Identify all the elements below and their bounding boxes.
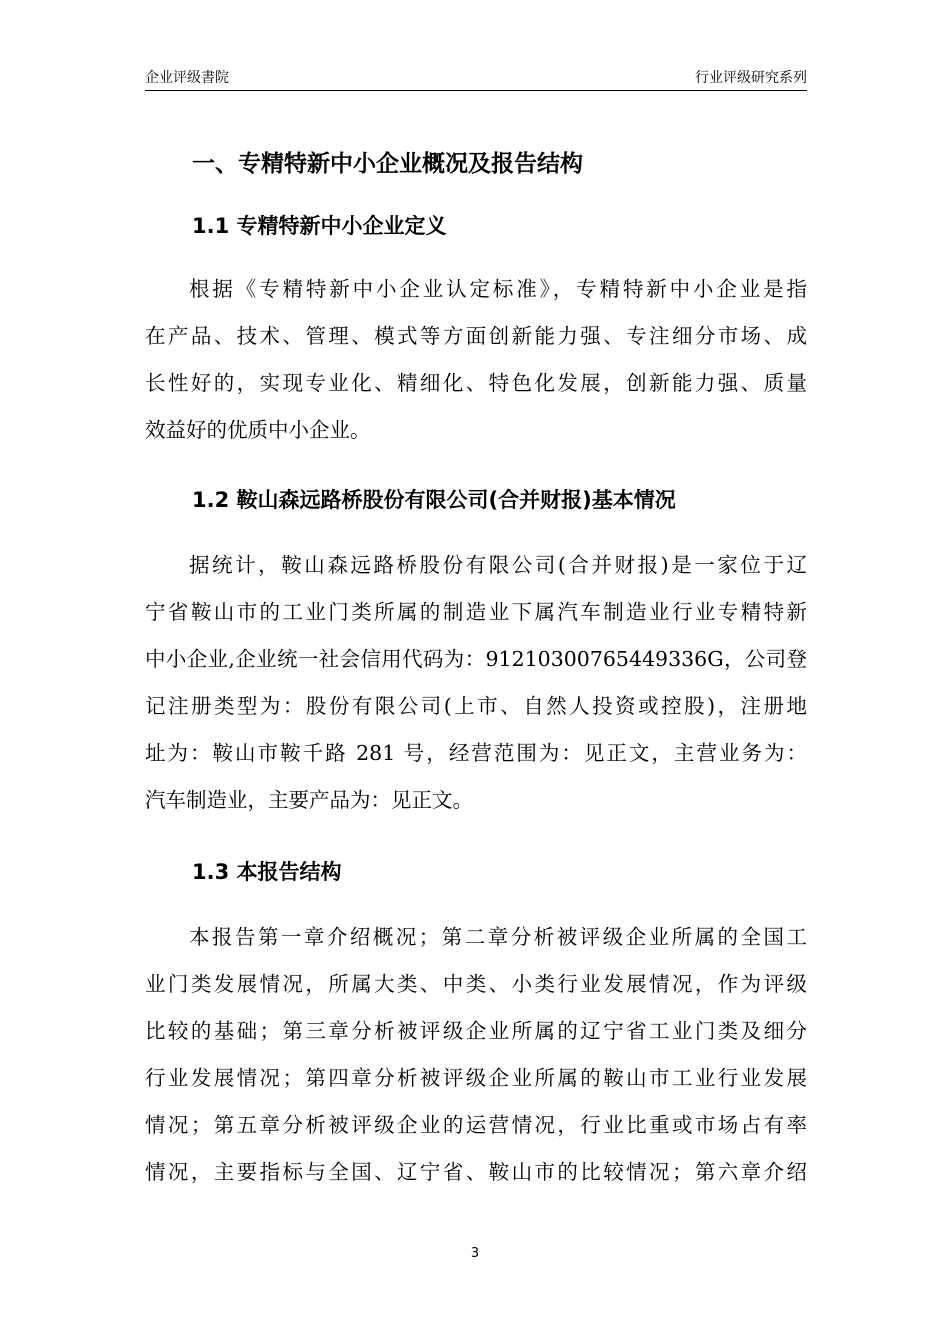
paragraph-line: 情况，主要指标与全国、辽宁省、鞍山市的比较情况；第六章介绍 (145, 1160, 807, 1184)
paragraph-line: 根据《专精特新中小企业认定标准》，专精特新中小企业是指 (189, 277, 807, 301)
paragraph-line: 汽车制造业，主要产品为：见正文。 (145, 788, 473, 812)
paragraph-1-2 (145, 542, 807, 824)
paragraph-line: 行业发展情况；第四章分析被评级企业所属的鞍山市工业行业发展 (145, 1066, 807, 1090)
paragraph-line: 长性好的，实现专业化、精细化、特色化发展，创新能力强、质量 (145, 371, 807, 395)
header-left-text: 企业评级書院 (145, 70, 229, 86)
section-title: 一、专精特新中小企业概况及报告结构 (192, 151, 583, 177)
paragraph-line: 据统计，鞍山森远路桥股份有限公司(合并财报)是一家位于辽 (189, 553, 807, 577)
subsection-title-1-1: 1.1 专精特新中小企业定义 (192, 214, 447, 238)
paragraph-line: 情况；第五章分析被评级企业的运营情况，行业比重或市场占有率 (145, 1113, 807, 1137)
paragraph-1-1 (145, 266, 807, 454)
paragraph-line: 比较的基础；第三章分析被评级企业所属的辽宁省工业门类及细分 (145, 1019, 807, 1043)
paragraph-line: 址为：鞍山市鞍千路 281 号，经营范围为：见正文，主营业务为： (145, 741, 807, 765)
paragraph-line: 业门类发展情况，所属大类、中类、小类行业发展情况，作为评级 (145, 972, 807, 996)
header-right-text: 行业评级研究系列 (695, 70, 807, 86)
paragraph-line: 宁省鞍山市的工业门类所属的制造业下属汽车制造业行业专精特新 (145, 600, 807, 624)
paragraph-line: 中小企业,企业统一社会信用代码为：91210300765449336G，公司登 (145, 647, 807, 671)
paragraph-line: 效益好的优质中小企业。 (145, 418, 371, 442)
paragraph-line: 在产品、技术、管理、模式等方面创新能力强、专注细分市场、成 (145, 324, 807, 348)
paragraph-line: 本报告第一章介绍概况；第二章分析被评级企业所属的全国工 (189, 925, 807, 949)
subsection-title-1-3: 1.3 本报告结构 (192, 860, 342, 884)
page-header (145, 66, 807, 91)
page-number: 3 (470, 1246, 480, 1261)
subsection-title-1-2: 1.2 鞍山森远路桥股份有限公司(合并财报)基本情况 (192, 488, 676, 512)
paragraph-line: 记注册类型为：股份有限公司(上市、自然人投资或控股)，注册地 (145, 694, 807, 718)
paragraph-1-3 (145, 914, 807, 1196)
